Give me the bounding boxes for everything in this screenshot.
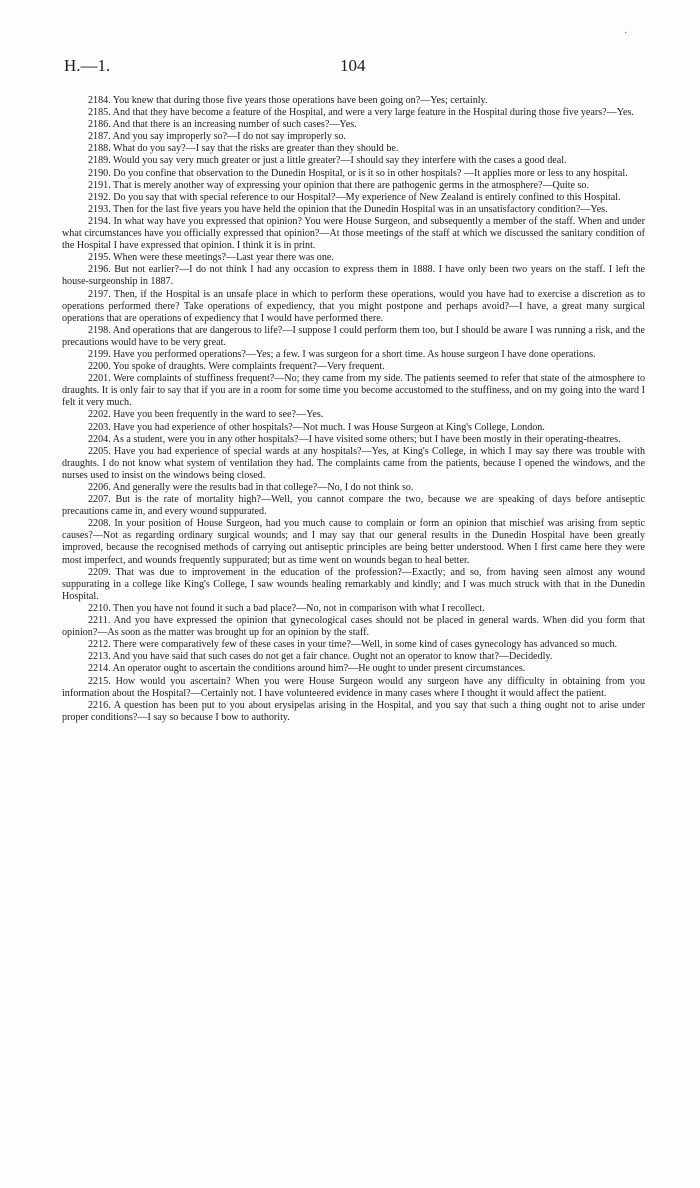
testimony-paragraph: 2205. Have you had experience of special wards at any hospitals?—Yes, at King's College, in which I may say there was trouble with draughts. I do not know what system of ventilation they had. The complaints came from the patients, because I opened the windows, and the nurses used to insist on the windows being closed. [62,445,645,481]
testimony-paragraph: 2186. And that there is an increasing number of such cases?—Yes. [88,119,357,131]
testimony-paragraph: 2213. And you have said that such cases do not get a fair chance. Ought not an operator to know that?—Decidedly. [88,651,553,663]
testimony-paragraph: 2203. Have you had experience of other hospitals?—Not much. I was House Surgeon at King's College, London. [88,421,545,433]
testimony-paragraph: 2197. Then, if the Hospital is an unsafe place in which to perform these operations, would you have had to exercise a discretion as to operations performed there? Take operations of expediency, that you might postpone and perhaps avoid?—I have, a great many surgical operations that are operations of expediency that I would have performed there. [62,288,645,324]
document-id: H.—1. [64,56,111,75]
testimony-paragraph: 2195. When were these meetings?—Last year there was one. [88,252,334,264]
testimony-paragraph: 2184. You knew that during those five years those operations have been going on?—Yes; certainly. [88,95,488,106]
testimony-paragraph: 2187. And you say improperly so?—I do not say improperly so. [88,131,346,143]
testimony-paragraph: 2214. An operator ought to ascertain the conditions around him?—He ought to under present circumstances. [88,663,526,675]
testimony-paragraph: 2191. That is merely another way of expressing your opinion that there are pathogenic germs in the atmosphere?—Quite so. [88,179,589,191]
testimony-paragraph: 2209. That was due to improvement in the education of the profession?—Exactly; and so, from having seen almost any wound suppurating in a college like King's College, I saw wounds healing remarkably and kindly; and I was much struck with that in the Dunedin Hospital. [62,566,645,602]
page-header [64,56,640,78]
testimony-paragraph: 2190. Do you confine that observation to the Dunedin Hospital, or is it so in other hospitals? —It applies more or less to any hospital. [88,167,628,179]
page-number: 104 [340,56,366,75]
testimony-paragraph: 2206. And generally were the results bad in that college?—No, I do not think so. [88,482,414,493]
testimony-paragraph: 2208. In your position of House Surgeon, had you much cause to complain or form an opinion that mischief was arising from septic causes?—Not as regarding ordinary surgical wounds; and I may say that our general results in the Dunedin Hospital have been greatly improved, because the recognised methods of carrying out antiseptic principles are being better understood. When I first came here they were most imperfect, and wounds frequently suppurated; but as time went on wounds began to heal better. [62,518,645,566]
testimony-paragraph: 2215. How would you ascertain? When you were House Surgeon would any surgeon have any difficulty in obtaining from you information about the Hospital?—Certainly not. I have volunteered evidence in many cases where I thought it would affect the patient. [62,675,645,699]
testimony-paragraph: 2210. Then you have not found it such a bad place?—No, not in comparison with what I recollect. [88,602,485,614]
testimony-paragraph: 2185. And that they have become a feature of the Hospital, and were a very large feature in the Hospital during those five years?—Yes. [88,107,634,119]
testimony-paragraph: 2207. But is the rate of mortality high?—Well, you cannot compare the two, because we are speaking of days before antiseptic precautions came in, and every wound suppurated. [62,494,645,518]
testimony-paragraph: 2212. There were comparatively few of these cases in your time?—Well, in some kind of cases gynecology has advanced so much. [88,639,618,651]
corner-mark: · [624,28,628,39]
testimony-paragraph: 2196. But not earlier?—I do not think I had any occasion to express them in 1888. I have only been two years on the staff. I left the house-surgeonship in 1887. [62,264,645,288]
testimony-body [62,95,645,724]
testimony-paragraph: 2211. And you have expressed the opinion that gynecological cases should not be placed in general wards. When did you form that opinion?—As soon as the matter was brought up for an opinion by the staff. [62,615,645,639]
testimony-paragraph: 2216. A question has been put to you about erysipelas arising in the Hospital, and you say that such a thing ought not to arise under proper conditions?—I say so because I bow to authority. [62,699,645,723]
testimony-paragraph: 2193. Then for the last five years you have held the opinion that the Dunedin Hospital was in an unsatisfactory condition?—Yes. [88,203,608,215]
testimony-paragraph: 2188. What do you say?—I say that the risks are greater than they should be. [88,143,399,155]
testimony-paragraph: 2202. Have you been frequently in the ward to see?—Yes. [88,409,324,421]
testimony-paragraph: 2199. Have you performed operations?—Yes; a few. I was surgeon for a short time. As house surgeon I have done operations. [88,348,596,360]
testimony-paragraph: 2192. Do you say that with special reference to our Hospital?—My experience of New Zealand is entirely confined to this Hospital. [88,191,621,203]
testimony-paragraph: 2189. Would you say very much greater or just a little greater?—I should say they interfere with the cases a good deal. [88,155,567,167]
testimony-paragraph: 2204. As a student, were you in any other hospitals?—I have visited some others; but I have been mostly in their operating-theatres. [88,433,621,445]
testimony-paragraph: 2198. And operations that are dangerous to life?—I suppose I could perform them too, but I should be aware I was running a risk, and the precautions would have to be very great. [62,324,645,348]
testimony-paragraph: 2201. Were complaints of stuffiness frequent?—No; they came from my side. The patients seemed to refer that state of the atmosphere to draughts. It is only fair to say that if you are in a room for some time you become accustomed to the stuffiness, and on my going into the ward I felt it very much. [62,373,645,409]
testimony-paragraph: 2194. In what way have you expressed that opinion? You were House Surgeon, and subsequently a member of the staff. When and under what circumstances have you officially expressed that opinion?—At those meetings of the staff at which we discussed the sanitary condition of the Hospital I have expressed that opinion. I think it is in print. [62,215,645,252]
testimony-paragraph: 2200. You spoke of draughts. Were complaints frequent?—Very frequent. [88,361,385,373]
